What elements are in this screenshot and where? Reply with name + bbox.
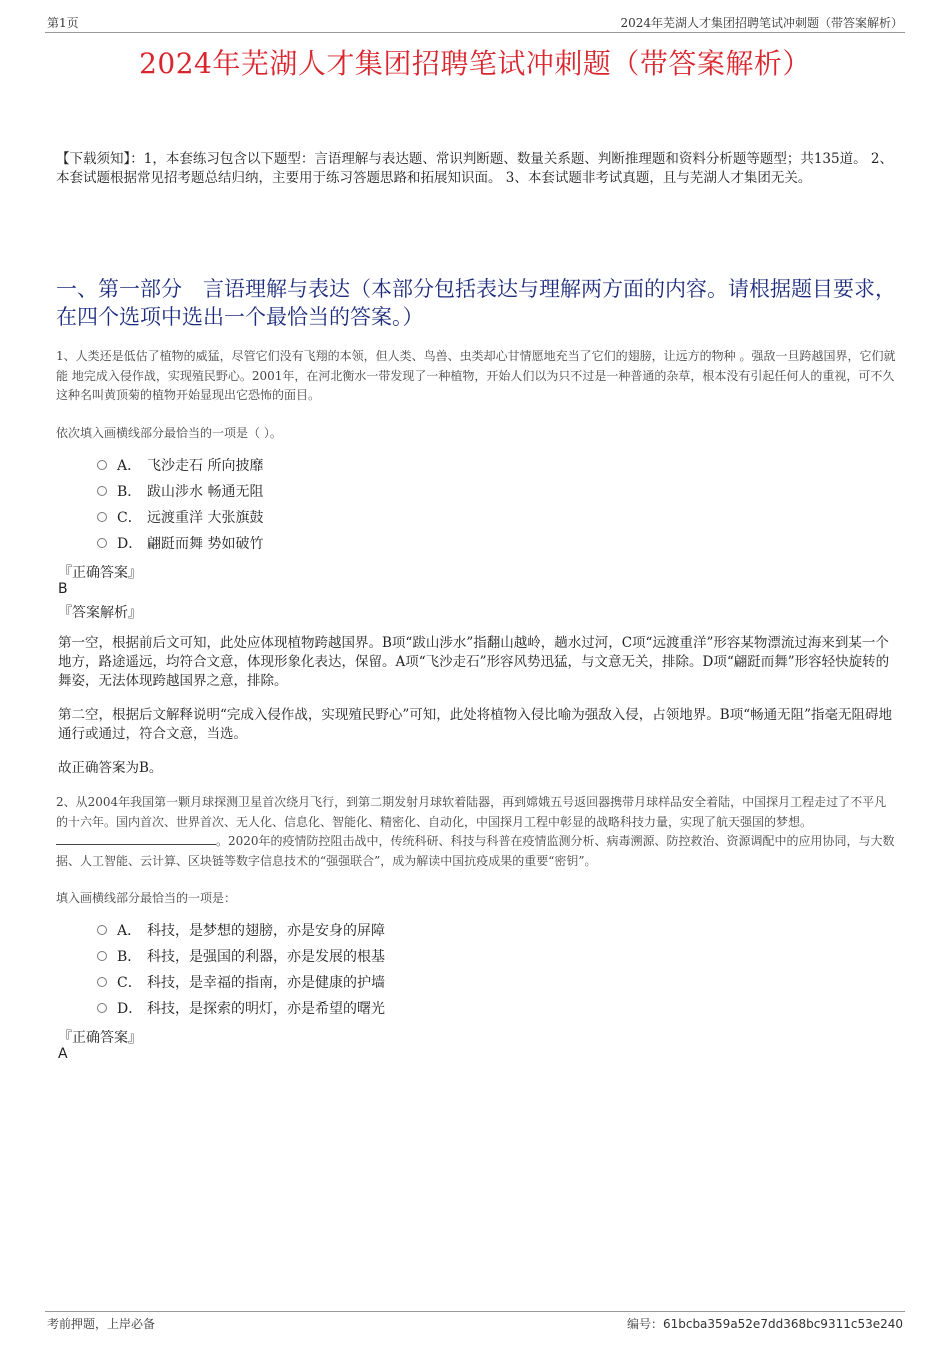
- page-number: 第1页: [47, 16, 79, 30]
- q2-options: [97, 918, 385, 1022]
- option-text: 科技，是探索的明灯，亦是希望的曙光: [147, 1001, 385, 1017]
- option-letter: D．: [117, 1001, 143, 1017]
- option-letter: A．: [117, 458, 142, 474]
- option-letter: C．: [117, 510, 142, 526]
- q1-answer: B: [58, 581, 68, 597]
- q2-option-b[interactable]: [97, 944, 385, 970]
- q2-option-d[interactable]: [97, 996, 385, 1022]
- page-title: 2024年芜湖人才集团招聘笔试冲刺题（带答案解析）: [139, 47, 811, 80]
- footer-code: [627, 1315, 903, 1332]
- option-text: 科技，是幸福的指南，亦是健康的护墙: [147, 975, 385, 991]
- q1-analysis-1: 第一空，根据前后文可知，此处应体现植物跨越国界。B项“跋山涉水”指翻山越岭，趟水过河，C项“远渡重洋”形容某物漂流过海来到某一个地方，路途遥远，均符合文意，体现形象化表达，保留。A项“飞沙走石”形容风势迅猛，与文意无关，排除。D项“翩跹而舞”形容轻快旋转的舞姿，无法体现跨越国界之意，排除。: [58, 635, 890, 689]
- option-letter: D．: [117, 536, 143, 552]
- footer-slogan: 考前押题，上岸必备: [47, 1317, 156, 1331]
- footer-divider: [45, 1311, 905, 1312]
- q2-blank: [56, 832, 216, 845]
- header-divider: [45, 32, 905, 33]
- option-text: 远渡重洋 大张旗鼓: [147, 510, 264, 526]
- option-text: 科技，是梦想的翅膀，亦是安身的屏障: [147, 923, 385, 939]
- radio-icon[interactable]: [97, 977, 107, 987]
- q1-analysis-label: 『答案解析』: [58, 605, 142, 621]
- q1-analysis-2: 第二空，根据后文解释说明“完成入侵作战，实现殖民野心”可知，此处将植物入侵比喻为强敌入侵，占领地界。B项“畅通无阻”指毫无阻碍地通行或通过，符合文意，当选。: [58, 707, 893, 742]
- q2-stem-part2: 。2020年的疫情防控阻击战中，传统科研、科技与科普在疫情监测分析、病毒溯源、防控救治、资源调配中的应用协同，与大数据、人工智能、云计算、区块链等数字信息技术的“强强联合”，成为解读中国抗疫成果的重要“密钥”。: [56, 834, 895, 868]
- radio-icon[interactable]: [97, 512, 107, 522]
- q2-answer: A: [58, 1046, 68, 1062]
- q2-option-c[interactable]: [97, 970, 385, 996]
- option-text: 科技，是强国的利器，亦是发展的根基: [147, 949, 385, 965]
- option-letter: B．: [117, 484, 142, 500]
- q1-option-c[interactable]: [97, 505, 263, 531]
- radio-icon[interactable]: [97, 925, 107, 935]
- q1-options: [97, 453, 263, 557]
- radio-icon[interactable]: [97, 460, 107, 470]
- radio-icon[interactable]: [97, 486, 107, 496]
- q1-option-d[interactable]: [97, 531, 263, 557]
- option-text: 飞沙走石 所向披靡: [147, 458, 264, 474]
- footer-code-value: 61bcba359a52e7dd368bc9311c53e240: [662, 1317, 903, 1331]
- q1-prompt: 依次填入画横线部分最恰当的一项是（ ）。: [56, 426, 282, 440]
- q2-stem-part1: 2、从2004年我国第一颗月球探测卫星首次绕月飞行，到第二期发射月球软着陆器，再到嫦娥五号返回器携带月球样品安全着陆，中国探月工程走过了不平凡的十六年。国内首次、世界首次、无人化、信息化、智能化、精密化、自动化，中国探月工程中彰显的战略科技力量，实现了航天强国的梦想。: [56, 795, 887, 829]
- q2-stem: [56, 793, 898, 871]
- option-letter: A．: [117, 923, 142, 939]
- q2-answer-label: 『正确答案』: [58, 1030, 142, 1046]
- option-letter: B．: [117, 949, 142, 965]
- download-notice: 【下载须知】：1，本套练习包含以下题型：言语理解与表达题、常识判断题、数量关系题、判断推理题和资料分析题等题型；共135道。 2、本套试题根据常见招考题总结归纳，主要用于练习答题思路和拓展知识面。 3、本套试题非考试真题，且与芜湖人才集团无关。: [56, 151, 893, 186]
- q1-option-b[interactable]: [97, 479, 263, 505]
- radio-icon[interactable]: [97, 1003, 107, 1013]
- q1-option-a[interactable]: [97, 453, 263, 479]
- q2-option-a[interactable]: [97, 918, 385, 944]
- q1-stem: 1、人类还是低估了植物的威猛，尽管它们没有飞翔的本领，但人类、鸟兽、虫类却心甘情愿地充当了它们的翅膀，让远方的物种 。强敌一旦跨越国界，它们就能 地完成入侵作战，实现殖民野心。2001年，在河北衡水一带发现了一种植物，开始人们以为只不过是一种普通的杂草，根本没有引起任何人的重视，可不久这种名叫黄顶菊的植物开始显现出它恐怖的面目。: [56, 349, 896, 402]
- radio-icon[interactable]: [97, 538, 107, 548]
- section-heading: 一、第一部分 言语理解与表达（本部分包括表达与理解两方面的内容。请根据题目要求，在四个选项中选出一个最恰当的答案。）: [56, 277, 896, 329]
- option-text: 翩跹而舞 势如破竹: [147, 536, 264, 552]
- footer-code-label: 编号：: [626, 1317, 663, 1331]
- header-doc-title: 2024年芜湖人才集团招聘笔试冲刺题（带答案解析）: [620, 16, 903, 30]
- radio-icon[interactable]: [97, 951, 107, 961]
- option-text: 跋山涉水 畅通无阻: [147, 484, 264, 500]
- q1-analysis-3: 故正确答案为B。: [58, 760, 163, 776]
- option-letter: C．: [117, 975, 142, 991]
- q1-answer-label: 『正确答案』: [58, 565, 142, 581]
- q2-prompt: 填入画横线部分最恰当的一项是：: [56, 891, 237, 905]
